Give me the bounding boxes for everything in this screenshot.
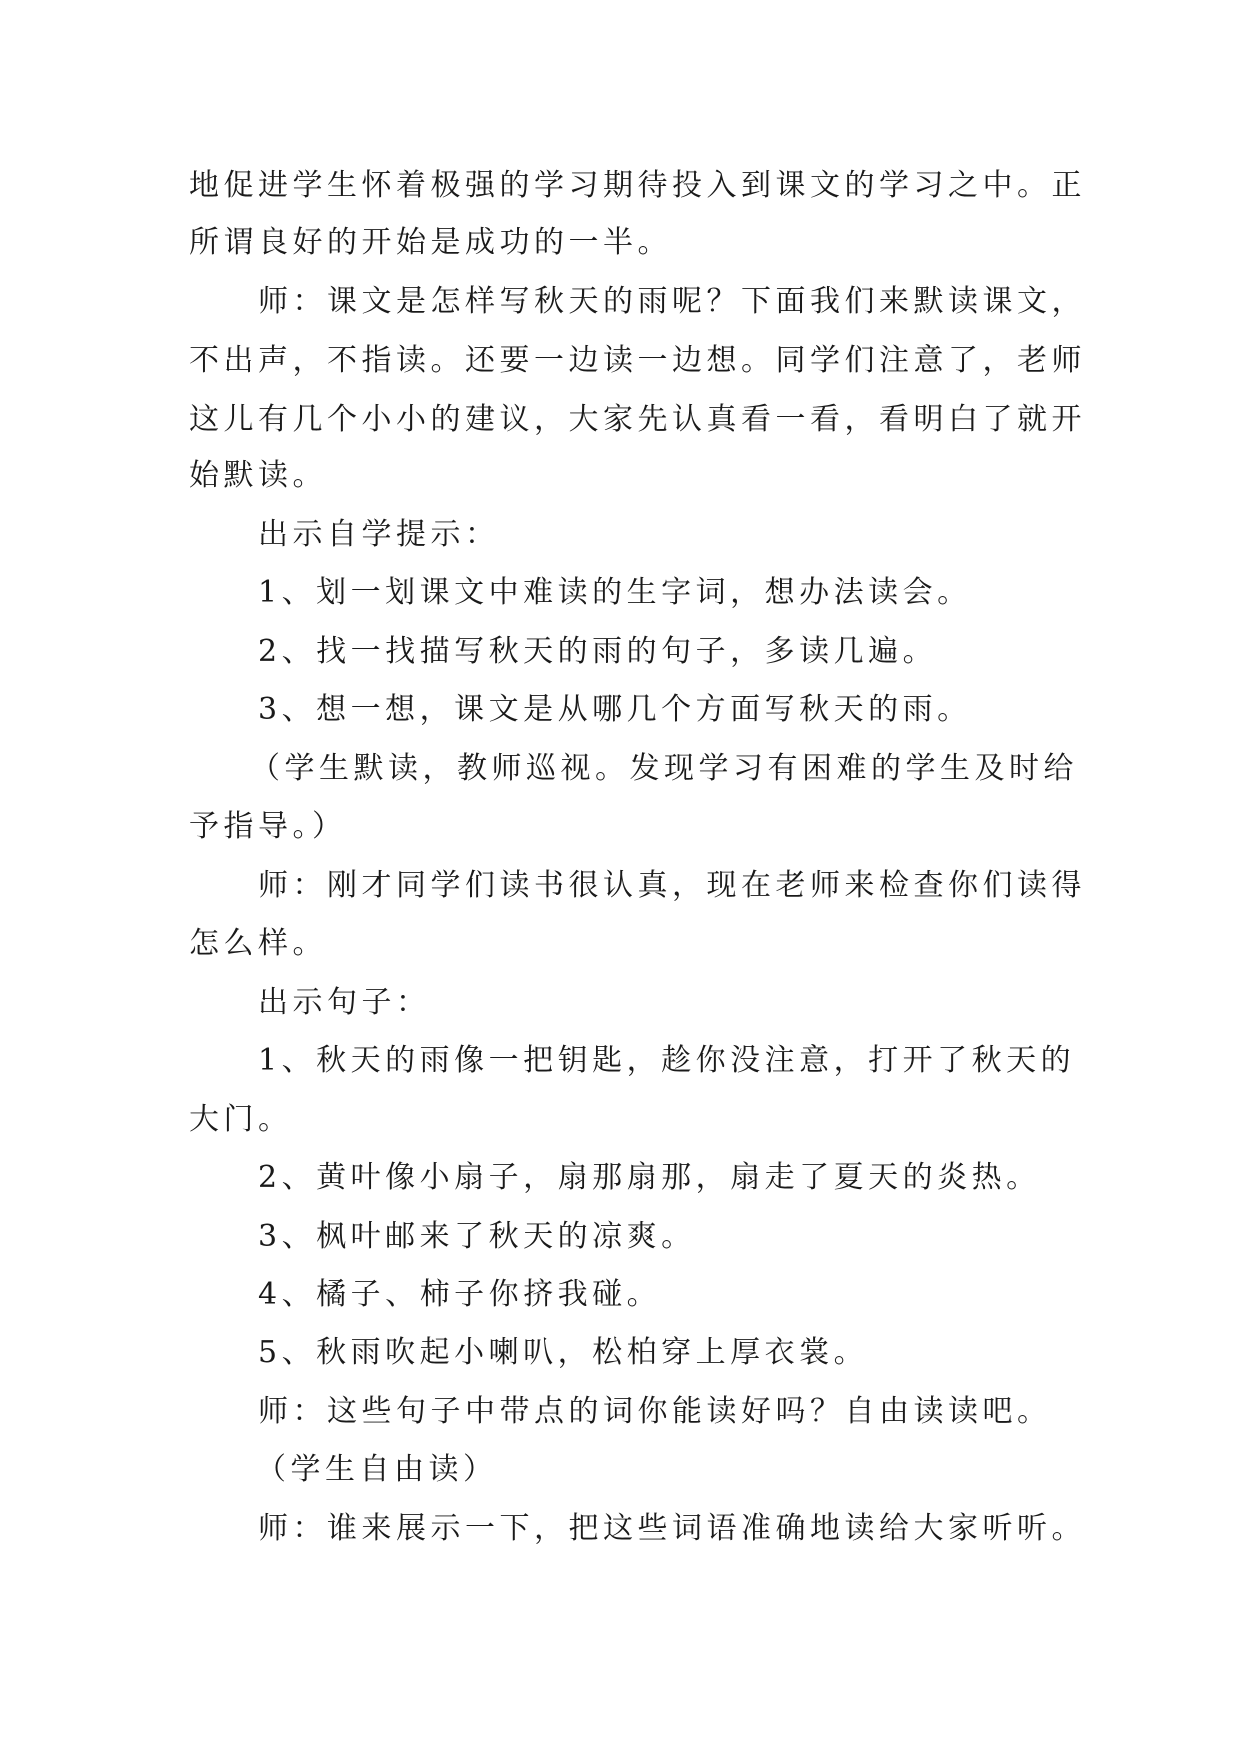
list-item: 1、划一划课文中难读的生字词，想办法读会。: [258, 575, 972, 610]
text-line: 师：谁来展示一下，把这些词语准确地读给大家听听。: [258, 1511, 1086, 1546]
text-line: 师：课文是怎样写秋天的雨呢？下面我们来默读课文，: [258, 284, 1086, 319]
list-item: 2、黄叶像小扇子，扇那扇那，扇走了夏天的炎热。: [258, 1160, 1041, 1195]
text-line: 怎么样。: [189, 926, 327, 961]
list-item: 4、橘子、柿子你挤我碰。: [258, 1277, 662, 1312]
text-line: 地促进学生怀着极强的学习期待投入到课文的学习之中。正: [189, 168, 1086, 203]
text-line: 所谓良好的开始是成功的一半。: [189, 225, 672, 260]
text-line: （学生默读，教师巡视。发现学习有困难的学生及时给: [250, 751, 1078, 786]
text-line: 这儿有几个小小的建议，大家先认真看一看，看明白了就开: [189, 402, 1086, 437]
list-item: 3、枫叶邮来了秋天的凉爽。: [258, 1219, 696, 1254]
text-line: 出示自学提示：: [258, 517, 500, 552]
text-line: 师：刚才同学们读书很认真，现在老师来检查你们读得: [258, 868, 1086, 903]
text-line: 出示句子：: [258, 985, 431, 1020]
text-line: 不出声，不指读。还要一边读一边想。同学们注意了，老师: [189, 343, 1086, 378]
list-item: 5、秋雨吹起小喇叭，松柏穿上厚衣裳。: [258, 1335, 869, 1370]
list-item: 3、想一想，课文是从哪几个方面写秋天的雨。: [258, 692, 972, 727]
text-line: 师：这些句子中带点的词你能读好吗？自由读读吧。: [258, 1394, 1052, 1429]
list-item: 1、秋天的雨像一把钥匙，趁你没注意，打开了秋天的: [258, 1043, 1076, 1078]
text-line: （学生自由读）: [256, 1452, 498, 1487]
text-line: 大门。: [189, 1102, 293, 1137]
text-line: 予指导。）: [189, 809, 347, 844]
list-item: 2、找一找描写秋天的雨的句子，多读几遍。: [258, 634, 938, 669]
text-line: 始默读。: [189, 458, 327, 493]
